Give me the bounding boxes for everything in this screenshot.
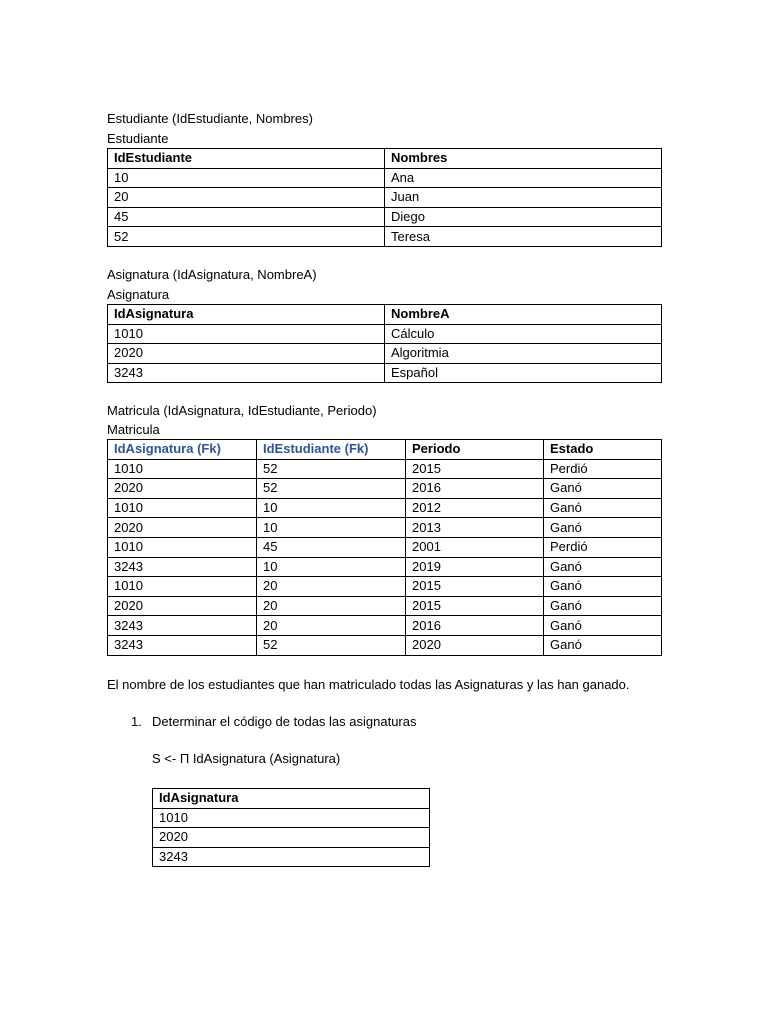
column-header: Periodo [406, 440, 544, 460]
table-row [108, 557, 662, 577]
step1-text: Determinar el código de todas las asignaturas [152, 714, 417, 729]
table-cell: 2019 [406, 557, 544, 577]
table-cell: 45 [257, 537, 406, 557]
column-header: Nombres [385, 149, 662, 169]
table-cell: 1010 [108, 537, 257, 557]
table-cell: 2012 [406, 498, 544, 518]
matricula-tbody [108, 440, 662, 656]
table-header-row [108, 440, 662, 460]
table-cell: 2020 [108, 596, 257, 616]
table-cell: Ana [385, 168, 662, 188]
table-cell: Ganó [544, 596, 662, 616]
table-row [108, 518, 662, 538]
table-cell: 2015 [406, 459, 544, 479]
asignatura-title: Asignatura [107, 287, 170, 302]
table-cell: 3243 [108, 363, 385, 383]
column-header: Estado [544, 440, 662, 460]
table-cell: Algoritmia [385, 344, 662, 364]
table-cell: 1010 [153, 808, 430, 828]
table-row [153, 847, 430, 867]
table-cell: Ganó [544, 577, 662, 597]
table-cell: Ganó [544, 498, 662, 518]
table-cell: 2020 [153, 828, 430, 848]
table-cell: 52 [108, 227, 385, 247]
estudiante-schema: Estudiante (IdEstudiante, Nombres) [107, 111, 313, 126]
table-row [108, 616, 662, 636]
table-cell: 2016 [406, 479, 544, 499]
table-cell: Diego [385, 207, 662, 227]
table-cell: Perdió [544, 459, 662, 479]
table-cell: 20 [257, 616, 406, 636]
table-cell: 52 [257, 635, 406, 655]
table-cell: 20 [257, 596, 406, 616]
column-header: IdAsignatura [108, 305, 385, 325]
table-row [108, 498, 662, 518]
matricula-title: Matricula [107, 422, 160, 437]
matricula-schema: Matricula (IdAsignatura, IdEstudiante, Periodo) [107, 403, 377, 418]
table-cell: Teresa [385, 227, 662, 247]
table-cell: 3243 [108, 616, 257, 636]
estudiante-title: Estudiante [107, 131, 169, 146]
column-header: IdAsignatura (Fk) [108, 440, 257, 460]
table-cell: Ganó [544, 635, 662, 655]
asignatura-tbody [108, 305, 662, 383]
table-cell: Cálculo [385, 324, 662, 344]
question-text: El nombre de los estudiantes que han matriculado todas las Asignaturas y las han ganado. [107, 677, 630, 692]
table-cell: 2020 [406, 635, 544, 655]
table-row [108, 188, 662, 208]
column-header: NombreA [385, 305, 662, 325]
table-cell: Español [385, 363, 662, 383]
table-cell: 2015 [406, 577, 544, 597]
table-row [108, 324, 662, 344]
table-cell: 1010 [108, 577, 257, 597]
table-cell: 2001 [406, 537, 544, 557]
table-cell: Ganó [544, 616, 662, 636]
table-cell: 2020 [108, 518, 257, 538]
table-row [108, 207, 662, 227]
table-cell: 1010 [108, 498, 257, 518]
table-row [108, 459, 662, 479]
step1-number: 1. [131, 714, 142, 729]
table-header-row [108, 149, 662, 169]
table-row [108, 577, 662, 597]
table-cell: 20 [257, 577, 406, 597]
table-cell: Ganó [544, 557, 662, 577]
asignatura-table [107, 304, 662, 383]
table-row [108, 344, 662, 364]
table-cell: Ganó [544, 479, 662, 499]
table-cell: 2013 [406, 518, 544, 538]
table-cell: 10 [257, 518, 406, 538]
result-table [152, 788, 430, 867]
table-cell: 3243 [108, 557, 257, 577]
table-row [108, 596, 662, 616]
table-row [108, 363, 662, 383]
table-row [153, 808, 430, 828]
table-cell: 10 [257, 498, 406, 518]
table-header-row [108, 305, 662, 325]
table-header-row [153, 789, 430, 809]
table-cell: 3243 [108, 635, 257, 655]
table-cell: 1010 [108, 324, 385, 344]
table-cell: 10 [257, 557, 406, 577]
estudiante-table [107, 148, 662, 247]
table-cell: Ganó [544, 518, 662, 538]
table-cell: 2016 [406, 616, 544, 636]
table-row [108, 168, 662, 188]
table-row [108, 635, 662, 655]
table-cell: 45 [108, 207, 385, 227]
table-cell: 1010 [108, 459, 257, 479]
table-cell: Juan [385, 188, 662, 208]
table-cell: 52 [257, 459, 406, 479]
table-row [108, 479, 662, 499]
table-row [153, 828, 430, 848]
step1-formula: S <- Π IdAsignatura (Asignatura) [152, 751, 341, 766]
table-cell: 20 [108, 188, 385, 208]
table-cell: 2015 [406, 596, 544, 616]
table-cell: 2020 [108, 344, 385, 364]
table-cell: 2020 [108, 479, 257, 499]
table-cell: 52 [257, 479, 406, 499]
column-header: IdEstudiante (Fk) [257, 440, 406, 460]
table-cell: 10 [108, 168, 385, 188]
column-header: IdAsignatura [153, 789, 430, 809]
asignatura-schema: Asignatura (IdAsignatura, NombreA) [107, 267, 317, 282]
matricula-table [107, 439, 662, 656]
table-row [108, 537, 662, 557]
table-cell: Perdió [544, 537, 662, 557]
estudiante-tbody [108, 149, 662, 247]
result-tbody [153, 789, 430, 867]
column-header: IdEstudiante [108, 149, 385, 169]
table-row [108, 227, 662, 247]
table-cell: 3243 [153, 847, 430, 867]
